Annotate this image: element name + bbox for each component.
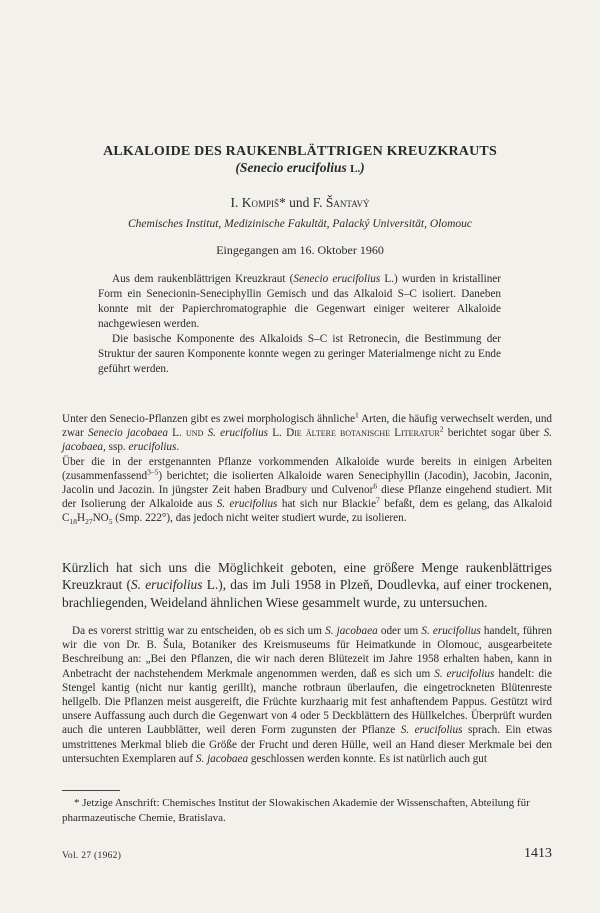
reference-mark: 1 <box>355 410 359 420</box>
lead-paragraph: Kürzlich hat sich uns die Möglichkeit geboten, eine größere Menge raukenblättriges Kreuzkraut (S. erucifolius L.), das im Juli 1958 in Plzeň, Doudlevka, auf einer trockenen, brachliegenden, Weideland ähnlichen Wiese gesammelt wurde, zu untersuchen. <box>62 560 553 610</box>
abstract-paragraph: Die basische Komponente des Alkaloids S–C ist Retronecin, die Bestimmung der Struktur der sauren Komponente konnte wegen zu geringer Materialmenge nicht zu Ende geführt werden. <box>98 333 501 375</box>
reference-mark: 2 <box>439 424 444 434</box>
reference-mark: 6 <box>373 481 378 491</box>
footnote: * Jetzige Anschrift: Chemisches Institut der Slowakischen Akademie der Wissenschaften, Abteilung für pharmazeutische Chemie, Bratislava. <box>62 797 530 824</box>
abstract <box>98 272 501 377</box>
received-date: Eingegangen am 16. Oktober 1960 <box>216 243 384 257</box>
article-subtitle: (Senecio erucifolius L.) <box>235 160 365 175</box>
footnote-divider <box>62 790 120 791</box>
reference-mark: 7 <box>376 495 380 505</box>
author-2: Šantavý <box>325 195 370 210</box>
body-paragraph: Über die in der erstgenannten Pflanze vorkommenden Alkaloide wurde bereits in einigen Arbeiten (zusammenfassend$^{3-5}$) berichtet; die isolierten Alkaloide waren Seneciphyllin (Jacodin), Jacobin, Jaconin, Jacolin und Jacozin. In jüngster Zeit haben Bradbury und Culvenor$^6$ diese Pflanze eingehend studiert. Mit der Isolierung der Alkaloide aus S. erucifolius hat sich nur Blackie$^7$ befaßt, dem es gelang, das Alkaloid $C_{18}H_{27}NO_5$ (Smp. 222°), das jedoch nicht weiter studiert wurde, zu isolieren. <box>62 455 552 527</box>
body-paragraph: Unter den Senecio-Pflanzen gibt es zwei morphologisch ähnliche$^1$ Arten, die häufig verwechselt werden, und zwar Senecio jacobaea L. und S. erucifolius L. Die ältere botanische Literatur$^2$ berichtet sogar über S. jacobaea, ssp. erucifolius. <box>62 410 553 454</box>
species-name: Senecio erucifolius <box>239 160 347 175</box>
introduction <box>62 412 552 526</box>
abstract-paragraph: Aus dem raukenblättrigen Kreuzkraut (Senecio erucifolius L.) wurden in kristalliner Form ein Senecionin-Seneciphyllin Gemisch und das Alkaloid S–C isoliert. Daneben konnte mit der Papierchromatographie die Gegenwart einiger weiterer Alkaloide nachgewiesen werden. <box>98 273 502 330</box>
article-title: ALKALOIDE DES RAUKENBLÄTTRIGEN KREUZKRAUTS <box>103 144 497 159</box>
volume-label: Vol. 27 (1962) <box>62 851 122 861</box>
affiliation: Chemisches Institut, Medizinische Fakultät, Palacký Universität, Olomouc <box>128 218 472 230</box>
author-1: Kompiš <box>241 195 279 210</box>
footnote-marker: * <box>278 195 286 210</box>
author-line: I. Kompiš* und F. Šantavý <box>230 195 370 210</box>
description-paragraph: Da es vorerst strittig war zu entscheiden, ob es sich um S. jacobaea oder um S. erucifolius handelt, führen wir die von Dr. B. Šula, Botaniker des Kreismuseums für Heimatkunde in Olomouc, ausgearbeitete Beschreibung an: „Bei den Pflanzen, die wir nach deren Blütezeit im Jahre 1958 erhalten haben, kann in Anbetracht der nachstehendem Merkmale angenommen werden, daß es sich um S. erucifolius handelt: die Stengel kantig (nicht nur kantig gerillt), manche rotbraun überlaufen, die eingetrockneten Blütenreste hellgelb. Die Pflanzen meist ausgereift, die Früchte kurzhaarig mit fest anhaftendem Pappus. Gestützt wird unsere Auffassung auch durch die Gegenwart von 4 oder 5 Deckblättern des Hüllkelches. Überprüft wurden auch die unteren Laubblätter, weil deren Form zugunsten der Pflanze S. erucifolius sprach. Ein etwas umstrittenes Merkmal blieb die Größe der Frucht und deren Hülle, weil an Hand dieser Merkmale bei den untersuchten Exemplaren auf S. jacobaea geschlossen werden konnte. Es ist natürlich auch gut <box>62 625 552 765</box>
page-number: 1413 <box>524 846 552 861</box>
reference-mark: 3–5 <box>147 467 159 477</box>
